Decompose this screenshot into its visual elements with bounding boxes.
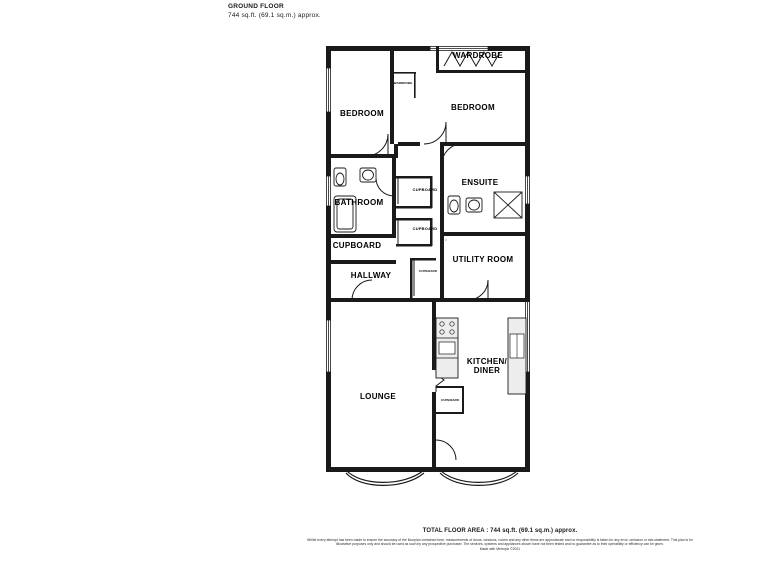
room-label-cupboard: CUPBOARD [332,241,382,250]
small-label-cupboard-lower: CUPBOARD [418,269,438,273]
room-label-kitchen-diner-1: KITCHEN/ [466,357,508,366]
small-label-cupboard-mid: CUPBOARD [412,226,438,231]
small-label-cupboard-lounge: CUPBOARD [440,398,460,402]
room-label-bedroom-1: BEDROOM [340,109,384,118]
room-label-utility-room: UTILITY ROOM [452,255,514,264]
room-label-bedroom-2: BEDROOM [451,103,495,112]
floorplan-footer [300,528,700,551]
floorplan-header-area: 744 sq.ft. (69.1 sq.m.) approx. [228,12,321,19]
floorplan-header-title: GROUND FLOOR [228,3,284,10]
room-label-wardrobe: WARDROBE [453,51,503,60]
bay-windows [346,470,518,485]
small-label-cupboard-upper: CUPBOARD [412,187,438,192]
disclaimer-text: Whilst every attempt has been made to ensure the accuracy of the floorplan contained here, measurements of doors, windows, rooms and any other items are approximate and no responsibility is taken for any error, omission or mis-statement. This plan is for illustrative purposes only and should be used as such by any prospective purchaser. The services, systems and appliances shown have not been tested and no guarantee as to their operability or efficiency can be given. [307,538,693,547]
room-label-hallway: HALLWAY [350,271,392,280]
total-floor-area: TOTAL FLOOR AREA : 744 sq.ft. (69.1 sq.m.) approx. [422,528,578,534]
ensuite-fixtures [448,192,522,218]
made-with-text: Made with Metropix ©2021 [479,546,521,551]
kitchen-fixtures [436,318,526,394]
room-label-bathroom: BATHROOM [334,198,384,207]
small-label-wardrobe: WARDROBE [393,81,413,85]
room-label-kitchen-diner-2: DINER [473,366,501,375]
room-label-lounge: LOUNGE [359,392,397,401]
room-label-ensuite: ENSUITE [461,178,499,187]
